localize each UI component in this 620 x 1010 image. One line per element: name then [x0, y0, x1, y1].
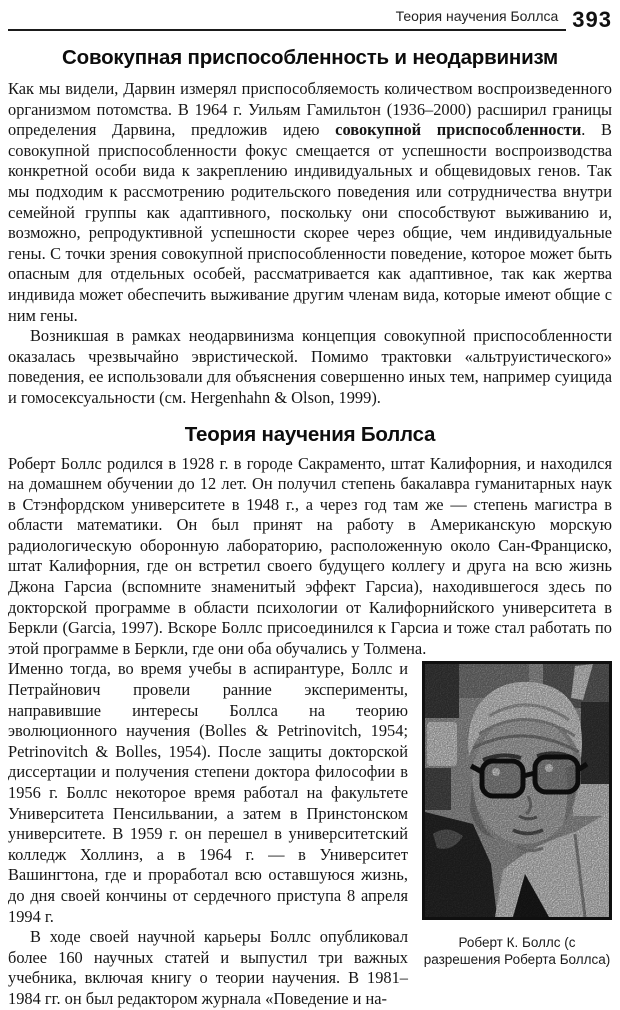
section-title-bolles: Теория научения Боллса [184, 422, 436, 446]
bold-term-inclusive-fitness: совокупной приспособленности [335, 120, 582, 140]
portrait-photo [422, 661, 612, 920]
portrait-figure [422, 661, 612, 968]
paragraph-bolles-1-fullwidth: Роберт Боллс родился в 1928 г. в городе Сакраменто, штат Калифорния, и находился на домашнем обучении до 12 лет. Он получил степень бакалавра гуманитарных наук в Стэнфордском университете в 1948 г., а через год там же — степень магистра в области математики. Он был принят на работу в Американскую морскую радиологическую оборонную лабораторию, расположенную около Сан-Франциско, штат Калифорния, где он встретил своего будущего коллегу и друга на всю жизнь Джона Гарсиа (вспомните знаменитый эффект Гарсиа), находившегося здесь по докторской программе в области психологии от Калифорнийского университета в Беркли (Garcia, 1997). Вскоре Боллс присоединился к Гарсиа и тоже стал работать по этой программе в Беркли, где они оба обучались у Толмена. [8, 453, 612, 658]
running-title [8, 6, 566, 31]
portrait-caption: Роберт К. Боллс (с разрешения Роберта Боллса) [423, 935, 611, 968]
paragraph-text: . В совокупной приспособленности фокус смещается от успешности воспроизводства конкретной особи вида к закреплению индивидуальных и общевидовых генов. Так мы подходим к рассмотрению родительского поведения или сотрудничества внутри семейной группы как адаптивного, поскольку они способствуют выживанию и, возможно, репродуктивной успешности скорее через общие, чем индивидуальные гены. С точки зрения совокупной приспособленности поведение, которое может быть опасным для отдельных особей, рассматривается как адаптивное, так как жертва индивида может обеспечить выживание другим членам вида, которые имеют общие с ним гены. [8, 120, 612, 325]
paragraph-text: Как мы видели, Дарвин измерял приспособляемость количеством воспроизведенного организмом потомства. В 1964 г. Уильям Гамильтон (1936–2000) расширил границы определения Дарвина, предложив идею [8, 79, 612, 140]
bolles-section-body [8, 454, 612, 1010]
running-head [8, 6, 612, 31]
section-title-inclusive-fitness: Совокупная приспособленность и неодарвинизм [62, 46, 558, 69]
paragraph-bolles-2: В ходе своей научной карьеры Боллс опубликовал более 160 научных статей и выпустил три важных учебника, включая книгу о теории научения. В 1981–1984 гг. он был редактором журнала «Поведение и на- [8, 927, 408, 1008]
page-number: 393 [572, 7, 612, 32]
running-title-label: Теория научения Боллса [395, 8, 559, 24]
paragraph-bolles-1-wrapped: Именно тогда, во время учебы в аспирантуре, Боллс и Петрайнович провели ранние эксперименты, направившие интересы Боллса на теорию эволюционного научения (Bolles & Petrinovitch, 1954; Petrinovitch & Bolles, 1954). После защиты докторской диссертации и получения степени доктора философии в 1956 г. Боллс некоторое время работал на факультете Университета Пенсильвании, а затем в Принстонском университете. В 1959 г. он перешел в университетский колледж Холлинз, а в 1964 г. — в Университет Вашингтона, где и проработал всю оставшуюся жизнь, до дня своей кончины от сердечного приступа 8 апреля 1994 г. [8, 659, 408, 926]
paragraph-inclusive-fitness-2: Возникшая в рамках неодарвинизма концепция совокупной приспособленности оказалась чрезвычайно эвристической. Помимо трактовки «альтруистического» поведения, ее использовали для объяснения совершенно иных тем, например суицида и гомосексуальности (см. Hergenhahn & Olson, 1999). [8, 326, 612, 407]
paragraph-inclusive-fitness-1 [8, 79, 612, 326]
portrait-photo-illustration [425, 664, 609, 917]
